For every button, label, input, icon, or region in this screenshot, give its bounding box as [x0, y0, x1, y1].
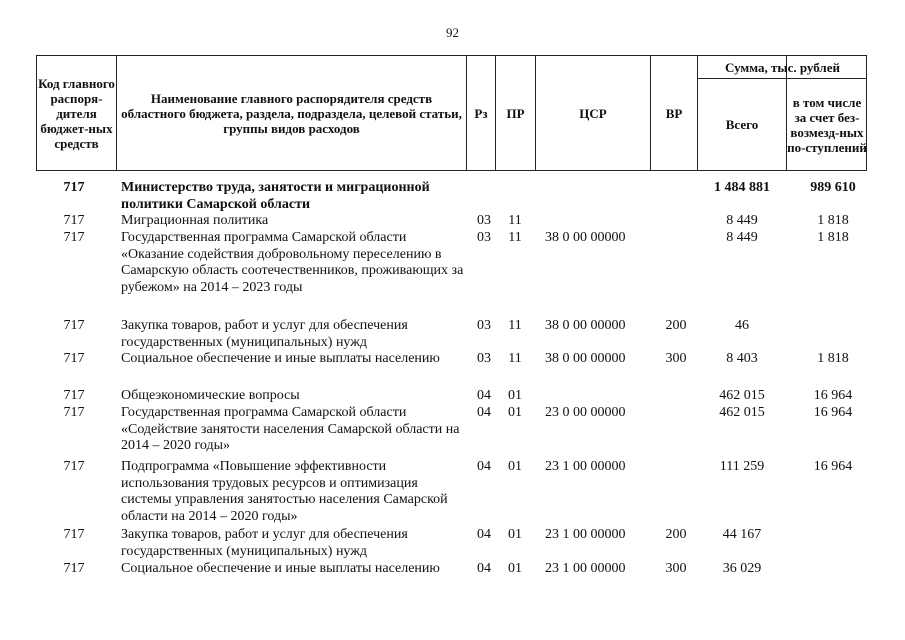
row-csr: 38 0 00 00000 [545, 230, 626, 245]
header-gratuitous: в том числе за счет без-возмезд-ных по-ступлений [787, 94, 867, 155]
row-name: Общеэкономические вопросы [121, 388, 300, 403]
row-total: 8 449 [726, 213, 758, 228]
row-code: 717 [63, 561, 85, 576]
row-name: Миграционная политика [121, 213, 269, 228]
row-rz: 04 [477, 405, 491, 420]
row-total: 1 484 881 [714, 180, 770, 195]
row-rz: 04 [477, 561, 491, 576]
page-number: 92 [446, 25, 459, 40]
row-code: 717 [63, 351, 85, 366]
row-vr: 200 [665, 527, 687, 542]
row-code: 717 [63, 318, 85, 333]
row-pr: 01 [508, 527, 522, 542]
table-header [36, 55, 867, 171]
row-code: 717 [63, 459, 85, 474]
header-sum: Сумма, тыс. рублей [725, 59, 840, 75]
row-rz: 03 [477, 213, 491, 228]
header-total: Всего [725, 117, 759, 132]
header-pr: ПР [506, 105, 525, 121]
row-rz: 04 [477, 388, 491, 403]
header-csr: ЦСР [579, 105, 607, 121]
row-gratuitous: 16 964 [813, 405, 853, 420]
row-pr: 11 [508, 230, 522, 245]
row-vr: 200 [665, 318, 687, 333]
row-rz: 03 [477, 230, 491, 245]
row-rz: 04 [477, 459, 491, 474]
row-code: 717 [63, 180, 85, 195]
row-gratuitous: 16 964 [813, 388, 853, 403]
row-pr: 11 [508, 213, 522, 228]
row-gratuitous: 1 818 [817, 351, 849, 366]
row-rz: 03 [477, 351, 491, 366]
row-name: Закупка товаров, работ и услуг для обеспечения государственных (муниципальных) нужд [121, 318, 408, 350]
row-csr: 23 0 00 00000 [545, 405, 626, 420]
row-gratuitous: 1 818 [817, 230, 849, 245]
row-gratuitous: 989 610 [810, 180, 856, 195]
row-name: Социальное обеспечение и иные выплаты населению [121, 351, 440, 366]
row-pr: 11 [508, 318, 522, 333]
row-total: 111 259 [719, 459, 765, 474]
row-code: 717 [63, 405, 85, 420]
row-rz: 03 [477, 318, 491, 333]
row-code: 717 [63, 527, 85, 542]
row-gratuitous: 1 818 [817, 213, 849, 228]
row-csr: 38 0 00 00000 [545, 351, 626, 366]
row-csr: 23 1 00 00000 [545, 561, 626, 576]
row-name: Закупка товаров, работ и услуг для обеспечения государственных (муниципальных) нужд [121, 527, 408, 559]
row-pr: 01 [508, 459, 522, 474]
row-gratuitous: 16 964 [813, 459, 853, 474]
row-name: Социальное обеспечение и иные выплаты населению [121, 561, 440, 576]
header-code: Код главного распоря-дителя бюджет-ных средств [38, 75, 115, 151]
row-total: 462 015 [719, 405, 765, 420]
row-code: 717 [63, 230, 85, 245]
row-csr: 38 0 00 00000 [545, 318, 626, 333]
row-name: Министерство труда, занятости и миграционной политики Самарской области [121, 180, 430, 212]
row-vr: 300 [665, 561, 687, 576]
row-total: 8 403 [726, 351, 758, 366]
row-code: 717 [63, 213, 85, 228]
row-pr: 01 [508, 388, 522, 403]
row-rz: 04 [477, 527, 491, 542]
header-rz: Рз [474, 105, 488, 121]
row-total: 462 015 [719, 388, 765, 403]
row-name: Подпрограмма «Повышение эффективности использования трудовых ресурсов и оптимизация системы управления занятостью населения Самарской области на 2014 – 2020 годы» [121, 459, 448, 524]
row-total: 36 029 [722, 561, 762, 576]
row-total: 8 449 [726, 230, 758, 245]
row-vr: 300 [665, 351, 687, 366]
row-name: Государственная программа Самарской области «Содействие занятости населения Самарской области на 2014 – 2020 годы» [121, 405, 460, 453]
row-csr: 23 1 00 00000 [545, 527, 626, 542]
row-pr: 11 [508, 351, 522, 366]
header-vr: ВР [665, 105, 683, 121]
row-code: 717 [63, 388, 85, 403]
row-csr: 23 1 00 00000 [545, 459, 626, 474]
row-total: 44 167 [722, 527, 762, 542]
row-pr: 01 [508, 561, 522, 576]
row-pr: 01 [508, 405, 522, 420]
header-name: Наименование главного распорядителя средств областного бюджета, раздела, подраздела, целевой статьи, группы видов расходов [121, 90, 462, 136]
row-name: Государственная программа Самарской области «Оказание содействия добровольному переселению в Самарскую область соотечественников, проживающих за рубежом» на 2014 – 2023 годы [121, 230, 464, 295]
row-total: 46 [735, 318, 749, 333]
